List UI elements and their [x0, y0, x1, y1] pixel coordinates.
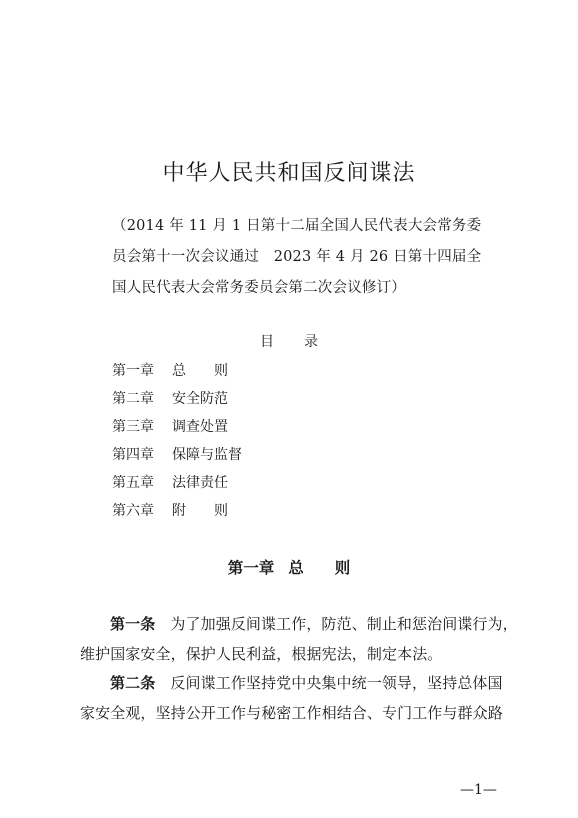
adoption-note-line-1: （2014 年 11 月 1 日第十二届全国人民代表大会常务委 [112, 218, 482, 234]
chapter-heading [0, 556, 578, 578]
article-1-line-2: 维护国家安全，保护人民利益，根据宪法，制定本法。 [80, 645, 443, 663]
toc-item-2[interactable] [112, 388, 228, 408]
article-text: 为了加强反间谍工作，防范、制止和惩治间谍行为， [170, 615, 518, 633]
toc-heading-right: 录 [304, 334, 318, 350]
toc-item-name: 附 则 [172, 503, 228, 519]
toc-item-3[interactable] [112, 416, 228, 436]
article-2-line-2: 家安全观，坚持公开工作与秘密工作相结合、专门工作与群众路 [80, 704, 503, 722]
article-1-line-1 [110, 613, 518, 634]
chapter-name: 总 则 [288, 558, 351, 577]
adoption-note-line-3: 国人民代表大会常务委员会第二次会议修订） [112, 280, 406, 296]
chapter-number: 第一章 [227, 558, 275, 577]
article-text: 反间谍工作坚持党中央集中统一领导，坚持总体国 [170, 674, 503, 692]
toc-item-name: 法律责任 [172, 475, 228, 491]
toc-item-number: 第四章 [112, 447, 154, 463]
toc-item-name: 调查处置 [172, 419, 228, 435]
toc-item-5[interactable] [112, 472, 228, 492]
toc-item-number: 第六章 [112, 503, 154, 519]
toc-item-name: 保障与监督 [172, 447, 242, 463]
adoption-note-line-2: 员会第十一次会议通过 2023 年 4 月 26 日第十四届全 [112, 249, 482, 265]
toc-item-4[interactable] [112, 444, 242, 464]
toc-heading-left: 目 [260, 334, 274, 350]
toc-item-6[interactable] [112, 500, 228, 520]
toc-item-number: 第一章 [112, 363, 154, 379]
article-label: 第一条 [110, 615, 156, 633]
toc-item-name: 安全防范 [172, 391, 228, 407]
toc-item-number: 第二章 [112, 391, 154, 407]
article-label: 第二条 [110, 674, 156, 692]
article-2-line-1 [110, 672, 503, 693]
toc-item-number: 第五章 [112, 475, 154, 491]
toc-item-number: 第三章 [112, 419, 154, 435]
toc-heading [0, 331, 578, 351]
page-number: —1— [460, 782, 497, 798]
toc-item-name: 总 则 [172, 363, 228, 379]
document-title: 中华人民共和国反间谍法 [162, 161, 416, 186]
toc-item-1[interactable] [112, 360, 228, 380]
